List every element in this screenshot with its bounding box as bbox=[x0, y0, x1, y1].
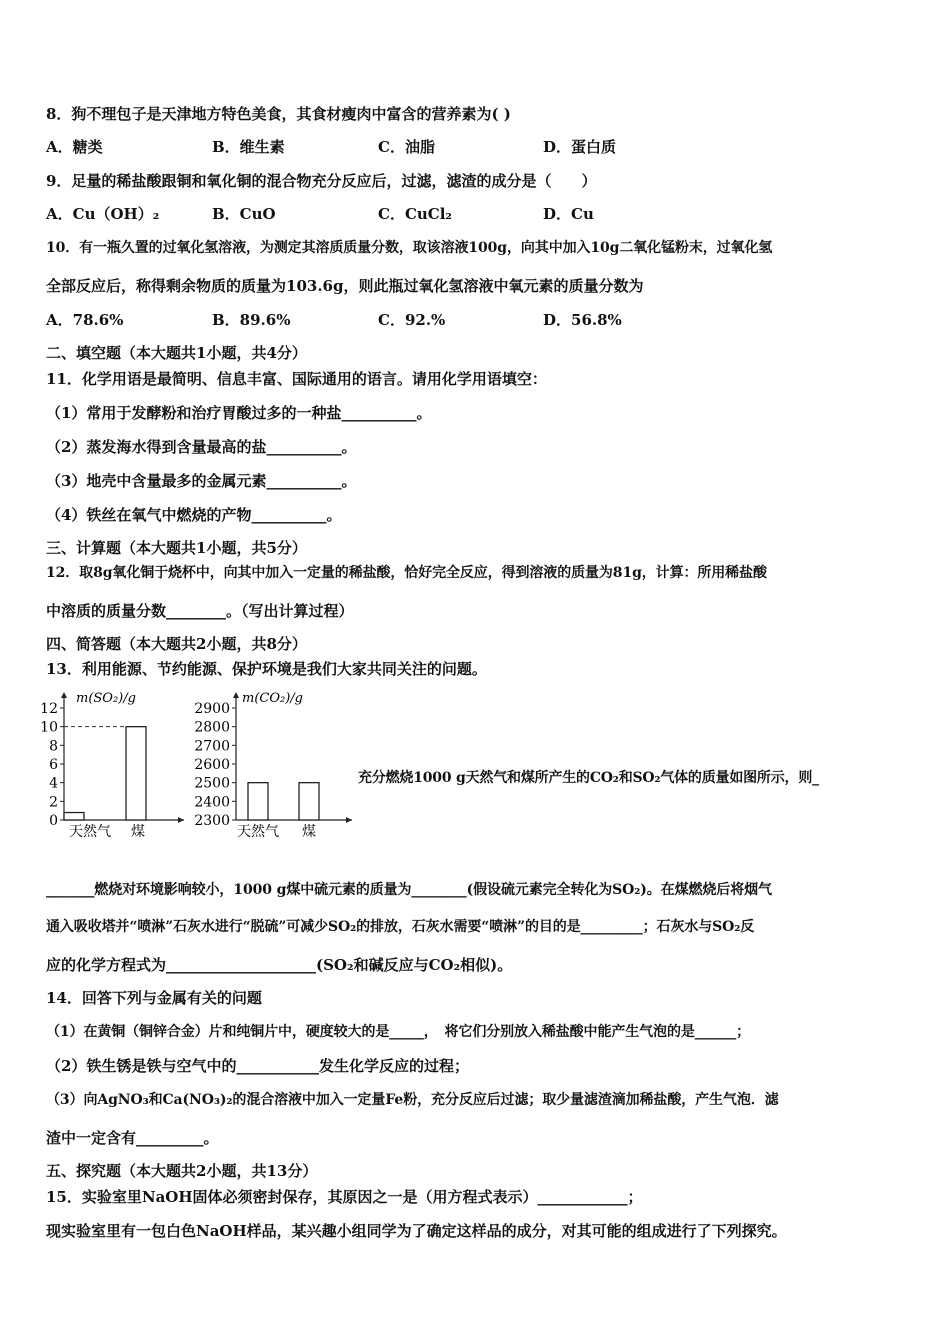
q10-option-c: C．92.% bbox=[378, 311, 446, 329]
q11-part-3: （3）地壳中含量最多的金属元素__________。 bbox=[46, 472, 357, 490]
co2-tick-label: 2600 bbox=[194, 757, 230, 773]
q11-part-2: （2）蒸发海水得到含量最高的盐__________。 bbox=[46, 438, 357, 456]
q13-line3: 应的化学方程式为____________________(SO₂和碱反应与CO₂相似)。 bbox=[46, 956, 513, 974]
q9-option-b: B．CuO bbox=[212, 205, 276, 223]
co2-categories bbox=[237, 823, 316, 840]
so2-x-arrow bbox=[178, 817, 184, 823]
so2-categories bbox=[69, 823, 145, 840]
q13-line2: 通入吸收塔并“喷淋”石灰水进行“脱硫”可减少SO₂的排放，石灰水需要“喷淋”的目的是_________；石灰水与SO₂反 bbox=[46, 919, 755, 935]
so2-ticks bbox=[40, 701, 64, 829]
so2-bar-chart bbox=[36, 688, 191, 840]
so2-tick-label: 8 bbox=[49, 738, 58, 755]
co2-tick-label: 2800 bbox=[194, 719, 230, 736]
q14-part-1: （1）在黄铜（铜锌合金）片和纯铜片中，硬度较大的是_____， 将它们分别放入稀盐酸中能产生气泡的是______； bbox=[46, 1024, 751, 1040]
q8-option-c: C．油脂 bbox=[378, 138, 435, 156]
co2-bar-1 bbox=[248, 783, 268, 820]
co2-x-arrow bbox=[346, 817, 352, 823]
q10-option-b: B．89.6% bbox=[212, 311, 291, 329]
co2-tick-label: 2300 bbox=[194, 813, 230, 829]
q15-line2: 现实验室里有一包白色NaOH样品，某兴趣小组同学为了确定这样品的成分，对其可能的组成进行了下列探究。 bbox=[46, 1222, 787, 1240]
co2-ylabel: m(CO₂)/g bbox=[242, 691, 303, 706]
so2-tick-label: 12 bbox=[40, 701, 58, 717]
so2-axes bbox=[61, 692, 184, 823]
q12-line2: 中溶质的质量分数________。（写出计算过程） bbox=[46, 602, 354, 620]
q9-stem: 9．足量的稀盐酸跟铜和氧化铜的混合物充分反应后，过滤，滤渣的成分是（ ） bbox=[46, 172, 597, 190]
q13-stem: 13．利用能源、节约能源、保护环境是我们大家共同关注的问题。 bbox=[46, 660, 487, 678]
co2-tick-label: 2400 bbox=[194, 794, 230, 811]
q10-option-d: D．56.8% bbox=[543, 311, 622, 329]
co2-bar-chart bbox=[192, 688, 358, 840]
q8-option-a: A．糖类 bbox=[46, 138, 103, 156]
so2-category-label: 煤 bbox=[131, 824, 145, 840]
q11-part-1: （1）常用于发酵粉和治疗胃酸过多的一种盐__________。 bbox=[46, 404, 432, 422]
so2-tick-label: 10 bbox=[40, 719, 58, 736]
co2-tick-label: 2500 bbox=[194, 775, 230, 792]
section-2-heading: 二、填空题（本大题共1小题，共4分） bbox=[46, 344, 307, 362]
q11-stem: 11．化学用语是最简明、信息丰富、国际通用的语言。请用化学用语填空： bbox=[46, 370, 547, 388]
q10-line2: 全部反应后，称得剩余物质的质量为103.6g，则此瓶过氧化氢溶液中氧元素的质量分数为 bbox=[46, 277, 644, 295]
q8-stem: 8．狗不理包子是天津地方特色美食，其食材瘦肉中富含的营养素为( ) bbox=[46, 105, 511, 123]
q14-part-3: （3）向AgNO₃和Ca(NO₃)₂的混合溶液中加入一定量Fe粉，充分反应后过滤；取少量滤渣滴加稀盐酸，产生气泡．滤 bbox=[46, 1092, 779, 1108]
co2-bar-2 bbox=[299, 783, 319, 820]
q8-option-d: D．蛋白质 bbox=[543, 138, 617, 156]
q8-option-b: B．维生素 bbox=[212, 138, 285, 156]
q12-line1: 12．取8g氧化铜于烧杯中，向其中加入一定量的稀盐酸，恰好完全反应，得到溶液的质量为81g，计算：所用稀盐酸 bbox=[46, 565, 767, 581]
co2-tick-label: 2700 bbox=[194, 738, 230, 755]
co2-category-label: 天然气 bbox=[237, 824, 279, 840]
so2-tick-label: 6 bbox=[49, 757, 58, 773]
q14-stem: 14．回答下列与金属有关的问题 bbox=[46, 989, 262, 1007]
so2-tick-label: 2 bbox=[49, 794, 58, 811]
q10-option-a: A．78.6% bbox=[46, 311, 124, 329]
q9-option-d: D．Cu bbox=[543, 205, 594, 223]
so2-bars bbox=[64, 727, 146, 820]
section-5-heading: 五、探究题（本大题共2小题，共13分） bbox=[46, 1162, 318, 1180]
so2-category-label: 天然气 bbox=[69, 824, 111, 840]
so2-ylabel: m(SO₂)/g bbox=[76, 691, 136, 706]
so2-tick-label: 0 bbox=[49, 813, 58, 829]
co2-tick-label: 2900 bbox=[194, 701, 230, 717]
so2-y-arrow bbox=[61, 692, 67, 698]
q13-line1: _______燃烧对环境影响较小，1000 g煤中硫元素的质量为________(假设硫元素完全转化为SO₂)。在煤燃烧后将烟气 bbox=[46, 882, 772, 898]
co2-bars bbox=[248, 783, 319, 820]
q10-line1: 10．有一瓶久置的过氧化氢溶液，为测定其溶质质量分数，取该溶液100g，向其中加入10g二氧化锰粉末，过氧化氢 bbox=[46, 240, 773, 256]
section-4-heading: 四、简答题（本大题共2小题，共8分） bbox=[46, 635, 307, 653]
q9-option-a: A．Cu（OH）₂ bbox=[46, 205, 160, 223]
q14-part-3-continued: 渣中一定含有_________。 bbox=[46, 1129, 219, 1147]
so2-bar-1 bbox=[64, 813, 84, 820]
co2-category-label: 煤 bbox=[302, 824, 316, 840]
q9-option-c: C．CuCl₂ bbox=[378, 205, 452, 223]
co2-ticks bbox=[194, 701, 236, 829]
q13-side-text: 充分燃烧1000 g天然气和煤所产生的CO₂和SO₂气体的质量如图所示，则_ bbox=[358, 770, 819, 786]
q11-part-4: （4）铁丝在氧气中燃烧的产物__________。 bbox=[46, 506, 342, 524]
q14-part-2: （2）铁生锈是铁与空气中的___________发生化学反应的过程； bbox=[46, 1057, 469, 1075]
co2-y-arrow bbox=[233, 692, 239, 698]
so2-tick-label: 4 bbox=[49, 775, 58, 792]
so2-bar-2 bbox=[126, 727, 146, 820]
q15-line1: 15．实验室里NaOH固体必须密封保存，其原因之一是（用方程式表示）____________； bbox=[46, 1188, 643, 1206]
section-3-heading: 三、计算题（本大题共1小题，共5分） bbox=[46, 539, 307, 557]
